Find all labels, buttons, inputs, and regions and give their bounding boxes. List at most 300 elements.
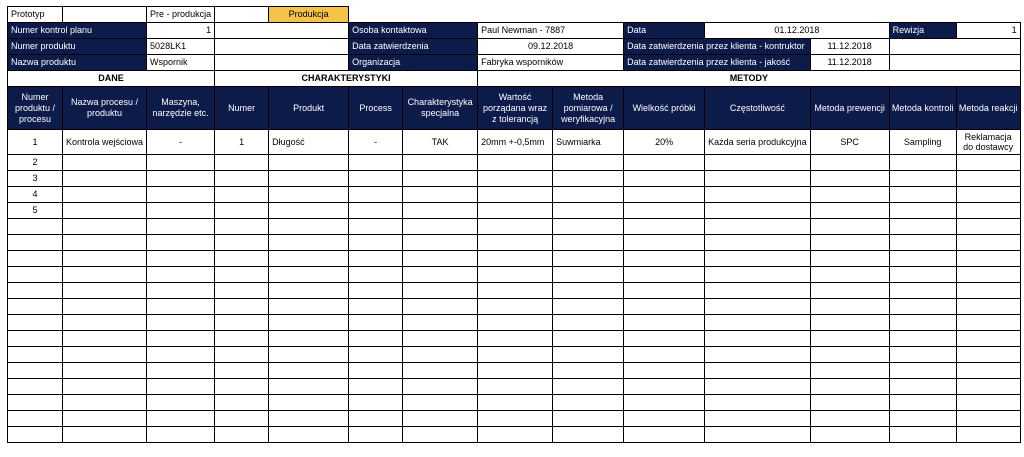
table-cell[interactable]: [269, 379, 349, 395]
table-cell[interactable]: [810, 427, 889, 443]
empty-cell[interactable]: [63, 7, 147, 23]
table-cell[interactable]: [553, 363, 624, 379]
table-cell[interactable]: [553, 251, 624, 267]
table-cell[interactable]: [810, 155, 889, 171]
table-cell[interactable]: [624, 267, 705, 283]
table-cell[interactable]: [8, 363, 63, 379]
table-cell[interactable]: [147, 427, 215, 443]
table-cell[interactable]: [349, 235, 403, 251]
table-cell[interactable]: [956, 187, 1020, 203]
table-cell[interactable]: [624, 427, 705, 443]
table-cell[interactable]: [889, 235, 956, 251]
table-cell[interactable]: [624, 363, 705, 379]
table-cell[interactable]: [349, 251, 403, 267]
table-cell[interactable]: [810, 315, 889, 331]
table-cell[interactable]: [956, 379, 1020, 395]
table-cell[interactable]: [705, 251, 811, 267]
table-row: [8, 283, 1021, 299]
table-cell[interactable]: [8, 411, 63, 427]
table-cell[interactable]: [624, 411, 705, 427]
table-cell[interactable]: [553, 347, 624, 363]
table-cell[interactable]: [349, 219, 403, 235]
table-cell[interactable]: [705, 379, 811, 395]
table-cell[interactable]: [553, 299, 624, 315]
table-cell[interactable]: [889, 395, 956, 411]
table-cell[interactable]: [705, 395, 811, 411]
table-cell[interactable]: [810, 219, 889, 235]
table-cell[interactable]: [349, 331, 403, 347]
table-cell[interactable]: [215, 331, 269, 347]
table-cell[interactable]: [215, 203, 269, 219]
table-cell[interactable]: [147, 347, 215, 363]
column-header: Metoda reakcji: [956, 87, 1020, 130]
table-cell[interactable]: [269, 171, 349, 187]
table-cell[interactable]: [624, 219, 705, 235]
table-cell[interactable]: [705, 267, 811, 283]
table-cell[interactable]: [215, 155, 269, 171]
data-value[interactable]: 01.12.2018: [705, 23, 890, 39]
table-cell[interactable]: 2: [8, 155, 63, 171]
table-cell[interactable]: [553, 187, 624, 203]
table-cell[interactable]: [63, 427, 147, 443]
table-cell[interactable]: [478, 171, 553, 187]
table-cell[interactable]: [810, 267, 889, 283]
column-header: Częstotliwość: [705, 87, 811, 130]
table-cell[interactable]: [478, 347, 553, 363]
table-cell[interactable]: [889, 251, 956, 267]
control-plan-table: [7, 6, 1021, 443]
table-cell[interactable]: [269, 347, 349, 363]
table-cell[interactable]: [956, 219, 1020, 235]
table-cell[interactable]: [63, 187, 147, 203]
table-cell[interactable]: [215, 395, 269, 411]
table-cell[interactable]: [349, 395, 403, 411]
table-cell[interactable]: [889, 171, 956, 187]
data-zatwierdzenia-jakosc-value[interactable]: 11.12.2018: [810, 55, 889, 71]
table-cell[interactable]: [705, 203, 811, 219]
table-cell[interactable]: [956, 299, 1020, 315]
table-cell[interactable]: [8, 331, 63, 347]
table-cell[interactable]: [8, 315, 63, 331]
table-cell[interactable]: [478, 315, 553, 331]
table-cell[interactable]: SPC: [810, 130, 889, 155]
table-cell[interactable]: [147, 395, 215, 411]
table-cell[interactable]: [956, 363, 1020, 379]
table-cell[interactable]: [810, 379, 889, 395]
table-cell[interactable]: [624, 315, 705, 331]
table-cell[interactable]: [215, 427, 269, 443]
table-cell[interactable]: [63, 251, 147, 267]
table-cell[interactable]: [215, 219, 269, 235]
table-cell[interactable]: [889, 363, 956, 379]
table-cell[interactable]: [215, 283, 269, 299]
table-cell[interactable]: [478, 427, 553, 443]
table-cell[interactable]: [215, 267, 269, 283]
table-cell[interactable]: [889, 155, 956, 171]
table-cell[interactable]: 1: [8, 130, 63, 155]
table-cell[interactable]: [215, 347, 269, 363]
table-cell[interactable]: [553, 283, 624, 299]
table-cell[interactable]: [956, 411, 1020, 427]
numer-produktu-value[interactable]: 5028LK1: [147, 39, 215, 55]
table-cell[interactable]: [349, 379, 403, 395]
empty-cell[interactable]: [215, 7, 269, 23]
produkcja-cell[interactable]: Produkcja: [269, 7, 349, 23]
table-cell[interactable]: [403, 155, 478, 171]
table-cell[interactable]: [810, 411, 889, 427]
table-cell[interactable]: [889, 203, 956, 219]
table-cell[interactable]: [403, 411, 478, 427]
table-cell[interactable]: Suwmiarka: [553, 130, 624, 155]
empty-cell[interactable]: [215, 23, 349, 39]
table-cell[interactable]: [478, 219, 553, 235]
table-cell[interactable]: [478, 379, 553, 395]
table-cell[interactable]: [889, 379, 956, 395]
table-cell[interactable]: [889, 315, 956, 331]
table-cell[interactable]: [705, 299, 811, 315]
table-cell[interactable]: [349, 299, 403, 315]
table-cell[interactable]: [478, 395, 553, 411]
table-cell[interactable]: [349, 315, 403, 331]
table-cell[interactable]: [147, 411, 215, 427]
table-cell[interactable]: [705, 411, 811, 427]
table-cell[interactable]: [8, 283, 63, 299]
table-cell[interactable]: [403, 251, 478, 267]
table-cell[interactable]: [403, 283, 478, 299]
table-cell[interactable]: [269, 155, 349, 171]
table-cell[interactable]: [147, 251, 215, 267]
table-cell[interactable]: [624, 395, 705, 411]
table-cell[interactable]: [349, 267, 403, 283]
table-cell[interactable]: [810, 203, 889, 219]
table-cell[interactable]: [403, 267, 478, 283]
table-cell[interactable]: 20%: [624, 130, 705, 155]
table-cell[interactable]: [705, 331, 811, 347]
table-cell[interactable]: [705, 171, 811, 187]
table-cell[interactable]: [889, 187, 956, 203]
table-cell[interactable]: [889, 347, 956, 363]
table-cell[interactable]: [215, 315, 269, 331]
table-cell[interactable]: [63, 219, 147, 235]
table-cell[interactable]: [553, 219, 624, 235]
table-cell[interactable]: [889, 411, 956, 427]
table-cell[interactable]: [269, 187, 349, 203]
table-row: [8, 155, 1021, 171]
table-cell[interactable]: [269, 267, 349, 283]
table-cell[interactable]: [810, 363, 889, 379]
table-cell[interactable]: [147, 363, 215, 379]
table-cell[interactable]: [63, 411, 147, 427]
table-cell[interactable]: [349, 411, 403, 427]
table-cell[interactable]: -: [349, 130, 403, 155]
column-header: Charakterystyka specjalna: [403, 87, 478, 130]
table-cell[interactable]: [147, 235, 215, 251]
table-cell[interactable]: [889, 427, 956, 443]
table-cell[interactable]: [63, 379, 147, 395]
table-cell[interactable]: [8, 219, 63, 235]
table-cell[interactable]: [705, 363, 811, 379]
table-cell[interactable]: [147, 315, 215, 331]
table-cell[interactable]: [147, 155, 215, 171]
table-cell[interactable]: -: [147, 130, 215, 155]
table-cell[interactable]: [624, 187, 705, 203]
table-cell[interactable]: [269, 331, 349, 347]
table-cell[interactable]: TAK: [403, 130, 478, 155]
table-cell[interactable]: [553, 315, 624, 331]
table-cell[interactable]: [810, 171, 889, 187]
table-cell[interactable]: [705, 427, 811, 443]
table-cell[interactable]: [956, 347, 1020, 363]
table-cell[interactable]: [810, 187, 889, 203]
table-row: [8, 347, 1021, 363]
table-cell[interactable]: [624, 331, 705, 347]
table-cell[interactable]: [63, 331, 147, 347]
table-cell[interactable]: [8, 347, 63, 363]
table-cell[interactable]: [147, 379, 215, 395]
table-cell[interactable]: [403, 331, 478, 347]
table-cell[interactable]: [269, 203, 349, 219]
column-header: Metoda pomiarowa / weryfikacyjna: [553, 87, 624, 130]
table-cell[interactable]: [147, 203, 215, 219]
table-cell[interactable]: [215, 411, 269, 427]
table-cell[interactable]: [269, 299, 349, 315]
table-cell[interactable]: 1: [215, 130, 269, 155]
table-cell[interactable]: Sampling: [889, 130, 956, 155]
table-cell[interactable]: [403, 395, 478, 411]
table-cell[interactable]: [269, 395, 349, 411]
table-cell[interactable]: [810, 347, 889, 363]
table-cell[interactable]: [147, 299, 215, 315]
table-cell[interactable]: [269, 315, 349, 331]
table-cell[interactable]: [478, 283, 553, 299]
table-cell[interactable]: [956, 155, 1020, 171]
table-cell[interactable]: [349, 347, 403, 363]
table-cell[interactable]: [8, 235, 63, 251]
table-cell[interactable]: [63, 395, 147, 411]
table-cell[interactable]: [403, 347, 478, 363]
table-cell[interactable]: [889, 283, 956, 299]
column-header: Metoda kontroli: [889, 87, 956, 130]
table-cell[interactable]: [624, 235, 705, 251]
table-cell[interactable]: [349, 363, 403, 379]
data-label: Data: [624, 23, 705, 39]
table-cell[interactable]: [8, 395, 63, 411]
table-cell[interactable]: [956, 315, 1020, 331]
rewizja-value[interactable]: 1: [956, 23, 1020, 39]
table-cell[interactable]: Długość: [269, 130, 349, 155]
table-cell[interactable]: [63, 315, 147, 331]
table-cell[interactable]: [8, 251, 63, 267]
table-cell[interactable]: Reklamacja do dostawcy: [956, 130, 1020, 155]
table-cell[interactable]: [553, 411, 624, 427]
table-cell[interactable]: [269, 411, 349, 427]
table-cell[interactable]: [215, 235, 269, 251]
data-zatwierdzenia-konstruktor-label: Data zatwierdzenia przez klienta - kontruktor: [624, 39, 811, 55]
table-cell[interactable]: [349, 427, 403, 443]
table-cell[interactable]: [147, 187, 215, 203]
numer-kontrol-planu-value[interactable]: 1: [147, 23, 215, 39]
table-cell[interactable]: [478, 299, 553, 315]
table-cell[interactable]: [810, 331, 889, 347]
table-cell[interactable]: [63, 235, 147, 251]
table-cell[interactable]: [147, 283, 215, 299]
table-cell[interactable]: [705, 155, 811, 171]
table-cell[interactable]: 4: [8, 187, 63, 203]
table-cell[interactable]: [8, 427, 63, 443]
pre-produkcja-cell[interactable]: Pre - produkcja: [147, 7, 215, 23]
table-cell[interactable]: [553, 155, 624, 171]
empty-cell[interactable]: [215, 39, 349, 55]
table-cell[interactable]: [63, 299, 147, 315]
table-cell[interactable]: [810, 299, 889, 315]
table-cell[interactable]: [810, 283, 889, 299]
table-cell[interactable]: [478, 267, 553, 283]
table-cell[interactable]: [147, 331, 215, 347]
table-cell[interactable]: [889, 267, 956, 283]
table-cell[interactable]: 20mm +-0,5mm: [478, 130, 553, 155]
table-cell[interactable]: [624, 347, 705, 363]
table-cell[interactable]: [349, 283, 403, 299]
table-cell[interactable]: [349, 203, 403, 219]
table-cell[interactable]: [269, 251, 349, 267]
table-cell[interactable]: [705, 235, 811, 251]
table-cell[interactable]: [810, 235, 889, 251]
column-header: Wartość porządana wraz z tolerancją: [478, 87, 553, 130]
table-cell[interactable]: [956, 235, 1020, 251]
table-cell[interactable]: [624, 171, 705, 187]
data-zatwierdzenia-value[interactable]: 09.12.2018: [478, 39, 624, 55]
prototyp-cell[interactable]: Prototyp: [8, 7, 63, 23]
table-cell[interactable]: [403, 187, 478, 203]
table-cell[interactable]: [215, 363, 269, 379]
table-cell[interactable]: [553, 235, 624, 251]
table-cell[interactable]: [269, 427, 349, 443]
table-cell[interactable]: [624, 251, 705, 267]
table-cell[interactable]: [403, 427, 478, 443]
table-cell[interactable]: [478, 363, 553, 379]
table-cell[interactable]: [705, 219, 811, 235]
data-zatwierdzenia-konstruktor-value[interactable]: 11.12.2018: [810, 39, 889, 55]
table-cell[interactable]: [63, 203, 147, 219]
table-cell[interactable]: 5: [8, 203, 63, 219]
table-row: [8, 219, 1021, 235]
table-cell[interactable]: Każda seria produkcyjna: [705, 130, 811, 155]
table-cell[interactable]: [889, 299, 956, 315]
table-cell[interactable]: [63, 283, 147, 299]
table-cell[interactable]: 3: [8, 171, 63, 187]
table-cell[interactable]: [63, 347, 147, 363]
table-cell[interactable]: [403, 171, 478, 187]
info-row-3: [8, 55, 1021, 71]
table-cell[interactable]: [705, 347, 811, 363]
table-cell[interactable]: [403, 315, 478, 331]
empty-cell[interactable]: [215, 55, 349, 71]
table-cell[interactable]: [403, 363, 478, 379]
table-cell[interactable]: [215, 379, 269, 395]
table-cell[interactable]: [553, 379, 624, 395]
table-cell[interactable]: [705, 315, 811, 331]
table-cell[interactable]: [215, 187, 269, 203]
table-cell[interactable]: [889, 331, 956, 347]
table-cell[interactable]: [810, 395, 889, 411]
nazwa-produktu-value[interactable]: Wspornik: [147, 55, 215, 71]
table-cell[interactable]: [403, 299, 478, 315]
table-cell[interactable]: [349, 187, 403, 203]
table-cell[interactable]: [269, 235, 349, 251]
table-cell[interactable]: [624, 379, 705, 395]
table-cell[interactable]: [478, 155, 553, 171]
table-cell[interactable]: [63, 267, 147, 283]
table-cell[interactable]: [215, 299, 269, 315]
table-cell[interactable]: [403, 219, 478, 235]
empty-cell[interactable]: [889, 39, 1020, 55]
table-cell[interactable]: [478, 251, 553, 267]
table-cell[interactable]: [403, 235, 478, 251]
table-cell[interactable]: [403, 379, 478, 395]
table-cell[interactable]: [810, 251, 889, 267]
table-cell[interactable]: [553, 171, 624, 187]
table-cell[interactable]: [215, 171, 269, 187]
table-cell[interactable]: [553, 395, 624, 411]
table-cell[interactable]: [624, 283, 705, 299]
table-cell[interactable]: [956, 251, 1020, 267]
table-cell[interactable]: [956, 283, 1020, 299]
table-cell[interactable]: [63, 171, 147, 187]
table-cell[interactable]: [63, 155, 147, 171]
organizacja-value[interactable]: Fabryka wsporników: [478, 55, 624, 71]
table-cell[interactable]: [8, 379, 63, 395]
table-cell[interactable]: [269, 363, 349, 379]
osoba-kontaktowa-value[interactable]: Paul Newman - 7887: [478, 23, 624, 39]
table-cell[interactable]: [215, 251, 269, 267]
table-cell[interactable]: [553, 203, 624, 219]
table-cell[interactable]: [403, 203, 478, 219]
table-cell[interactable]: [956, 171, 1020, 187]
table-cell[interactable]: [705, 187, 811, 203]
table-cell[interactable]: [956, 267, 1020, 283]
table-cell[interactable]: [147, 267, 215, 283]
empty-cell[interactable]: [889, 55, 1020, 71]
table-cell[interactable]: Kontrola wejściowa: [63, 130, 147, 155]
table-cell[interactable]: [63, 363, 147, 379]
table-cell[interactable]: [705, 283, 811, 299]
table-cell[interactable]: [553, 427, 624, 443]
table-cell[interactable]: [269, 219, 349, 235]
table-cell[interactable]: [624, 203, 705, 219]
table-cell[interactable]: [269, 283, 349, 299]
table-cell[interactable]: [478, 331, 553, 347]
table-cell[interactable]: [956, 203, 1020, 219]
table-cell[interactable]: [478, 203, 553, 219]
table-cell[interactable]: [349, 155, 403, 171]
table-cell[interactable]: [956, 427, 1020, 443]
table-cell[interactable]: [8, 267, 63, 283]
table-cell[interactable]: [478, 235, 553, 251]
table-cell[interactable]: [624, 155, 705, 171]
table-cell[interactable]: [478, 187, 553, 203]
table-cell[interactable]: [889, 219, 956, 235]
table-cell[interactable]: [956, 331, 1020, 347]
table-cell[interactable]: [553, 267, 624, 283]
table-cell[interactable]: [8, 299, 63, 315]
table-cell[interactable]: [147, 171, 215, 187]
table-cell[interactable]: [553, 331, 624, 347]
table-cell[interactable]: [147, 219, 215, 235]
table-cell[interactable]: [624, 299, 705, 315]
table-cell[interactable]: [349, 171, 403, 187]
table-cell[interactable]: [478, 411, 553, 427]
table-cell[interactable]: [956, 395, 1020, 411]
